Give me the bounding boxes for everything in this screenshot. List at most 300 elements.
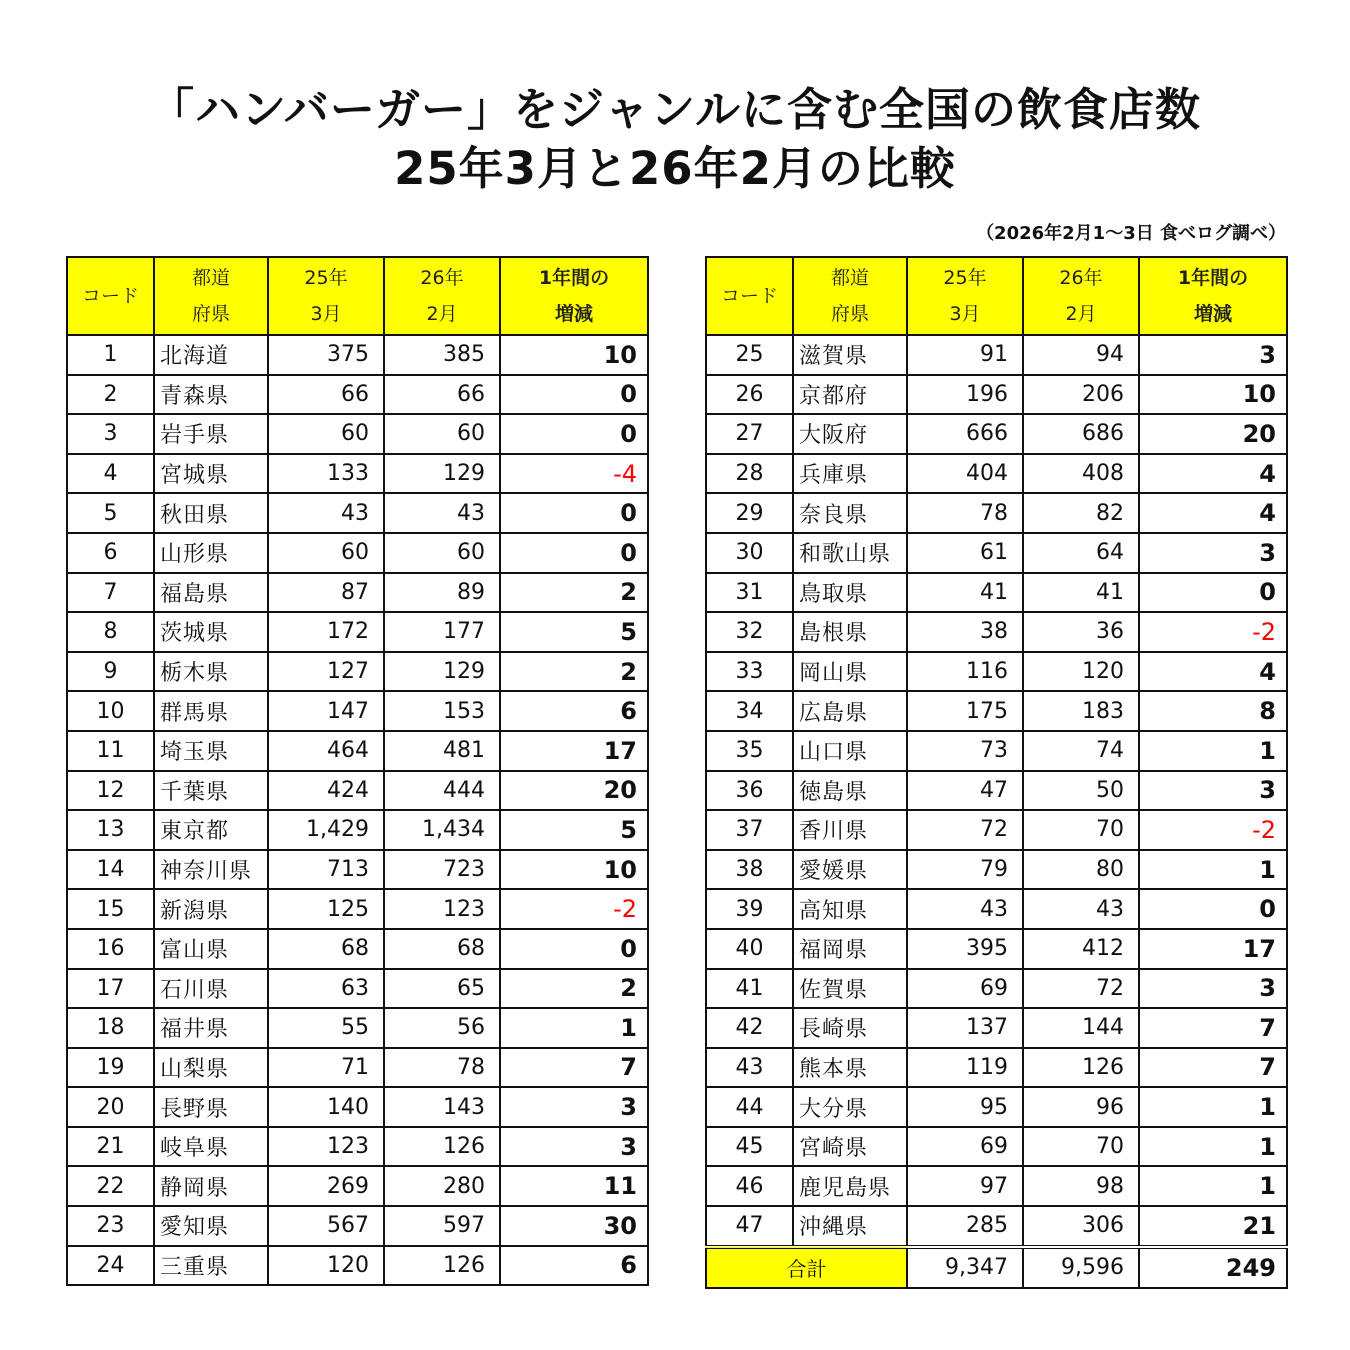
code-cell: 9 (67, 652, 154, 692)
table-row (706, 1206, 1287, 1247)
prefecture-cell: 山形県 (154, 533, 268, 573)
header-row (67, 257, 648, 335)
code-cell: 46 (706, 1166, 793, 1206)
prefecture-cell: 宮城県 (154, 454, 268, 494)
count-2026-cell: 70 (1023, 810, 1139, 850)
page-title-line2: 25年3月と26年2月の比較 (394, 142, 956, 195)
count-2026-cell: 177 (384, 612, 500, 652)
code-cell: 39 (706, 889, 793, 929)
change-cell: 2 (500, 573, 648, 613)
count-2025-cell: 464 (268, 731, 384, 771)
count-2025-cell: 119 (907, 1048, 1023, 1088)
change-cell: 1 (1139, 1127, 1287, 1167)
count-2026-cell: 41 (1023, 573, 1139, 613)
count-2026-cell: 72 (1023, 969, 1139, 1009)
count-2025-cell: 60 (268, 414, 384, 454)
prefecture-cell: 熊本県 (793, 1048, 907, 1088)
change-cell: 7 (500, 1048, 648, 1088)
change-cell: 10 (500, 850, 648, 890)
table-row (706, 573, 1287, 613)
prefecture-cell: 高知県 (793, 889, 907, 929)
change-cell: 17 (1139, 929, 1287, 969)
code-cell: 14 (67, 850, 154, 890)
change-cell: -2 (500, 889, 648, 929)
change-cell: 3 (1139, 335, 1287, 375)
count-2026-cell: 123 (384, 889, 500, 929)
prefecture-cell: 奈良県 (793, 493, 907, 533)
table-row (67, 375, 648, 415)
table-row (67, 810, 648, 850)
table-row (67, 1246, 648, 1286)
prefecture-cell: 群馬県 (154, 691, 268, 731)
header-diff: 1年間の 増減 (500, 257, 648, 335)
header-y25: 25年 3月 (907, 257, 1023, 335)
code-cell: 25 (706, 335, 793, 375)
code-cell: 37 (706, 810, 793, 850)
table-row (67, 573, 648, 613)
table-row (67, 889, 648, 929)
change-cell: 1 (1139, 1087, 1287, 1127)
change-cell: 10 (500, 335, 648, 375)
prefecture-cell: 福井県 (154, 1008, 268, 1048)
count-2026-cell: 74 (1023, 731, 1139, 771)
code-cell: 29 (706, 493, 793, 533)
count-2026-cell: 82 (1023, 493, 1139, 533)
prefecture-cell: 岩手県 (154, 414, 268, 454)
count-2025-cell: 285 (907, 1206, 1023, 1247)
total-label: 合計 (706, 1247, 907, 1288)
change-cell: 3 (500, 1127, 648, 1167)
count-2025-cell: 175 (907, 691, 1023, 731)
count-2025-cell: 127 (268, 652, 384, 692)
table-row (67, 771, 648, 811)
total-2025-cell: 9,347 (907, 1247, 1023, 1288)
change-cell: 30 (500, 1206, 648, 1246)
change-cell: 8 (1139, 691, 1287, 731)
count-2025-cell: 137 (907, 1008, 1023, 1048)
count-2025-cell: 375 (268, 335, 384, 375)
code-cell: 45 (706, 1127, 793, 1167)
table-row (67, 612, 648, 652)
prefecture-cell: 神奈川県 (154, 850, 268, 890)
code-cell: 20 (67, 1087, 154, 1127)
prefecture-cell: 宮崎県 (793, 1127, 907, 1167)
code-cell: 42 (706, 1008, 793, 1048)
prefecture-cell: 佐賀県 (793, 969, 907, 1009)
code-cell: 21 (67, 1127, 154, 1167)
prefecture-cell: 広島県 (793, 691, 907, 731)
count-2025-cell: 38 (907, 612, 1023, 652)
count-2026-cell: 723 (384, 850, 500, 890)
count-2026-cell: 89 (384, 573, 500, 613)
change-cell: 6 (500, 691, 648, 731)
table-row (706, 454, 1287, 494)
count-2025-cell: 69 (907, 969, 1023, 1009)
prefecture-cell: 香川県 (793, 810, 907, 850)
table-row (706, 850, 1287, 890)
change-cell: 3 (500, 1087, 648, 1127)
count-2026-cell: 412 (1023, 929, 1139, 969)
change-cell: 2 (500, 969, 648, 1009)
table-row (706, 929, 1287, 969)
count-2026-cell: 153 (384, 691, 500, 731)
count-2025-cell: 41 (907, 573, 1023, 613)
prefecture-cell: 大阪府 (793, 414, 907, 454)
count-2025-cell: 1,429 (268, 810, 384, 850)
change-cell: 4 (1139, 652, 1287, 692)
change-cell: 1 (1139, 731, 1287, 771)
count-2025-cell: 713 (268, 850, 384, 890)
count-2026-cell: 43 (1023, 889, 1139, 929)
prefecture-cell: 島根県 (793, 612, 907, 652)
prefecture-cell: 大分県 (793, 1087, 907, 1127)
prefecture-cell: 鹿児島県 (793, 1166, 907, 1206)
count-2025-cell: 97 (907, 1166, 1023, 1206)
count-2026-cell: 408 (1023, 454, 1139, 494)
code-cell: 15 (67, 889, 154, 929)
code-cell: 33 (706, 652, 793, 692)
data-table-left (66, 256, 649, 1286)
change-cell: 0 (1139, 889, 1287, 929)
header-diff: 1年間の 増減 (1139, 257, 1287, 335)
change-cell: 0 (500, 929, 648, 969)
prefecture-cell: 和歌山県 (793, 533, 907, 573)
table-row (706, 1127, 1287, 1167)
table-row (67, 1048, 648, 1088)
count-2026-cell: 280 (384, 1166, 500, 1206)
prefecture-cell: 岐阜県 (154, 1127, 268, 1167)
code-cell: 26 (706, 375, 793, 415)
code-cell: 44 (706, 1087, 793, 1127)
prefecture-cell: 北海道 (154, 335, 268, 375)
count-2025-cell: 71 (268, 1048, 384, 1088)
count-2025-cell: 395 (907, 929, 1023, 969)
count-2025-cell: 125 (268, 889, 384, 929)
table-row (706, 1166, 1287, 1206)
change-cell: 7 (1139, 1048, 1287, 1088)
count-2026-cell: 306 (1023, 1206, 1139, 1247)
count-2026-cell: 597 (384, 1206, 500, 1246)
code-cell: 28 (706, 454, 793, 494)
count-2025-cell: 47 (907, 771, 1023, 811)
table-row (67, 691, 648, 731)
table-row (706, 652, 1287, 692)
table-row (706, 335, 1287, 375)
data-table-right (705, 256, 1288, 1289)
count-2026-cell: 183 (1023, 691, 1139, 731)
change-cell: 2 (500, 652, 648, 692)
count-2026-cell: 144 (1023, 1008, 1139, 1048)
table-row (706, 731, 1287, 771)
count-2026-cell: 56 (384, 1008, 500, 1048)
table-row (67, 731, 648, 771)
code-cell: 22 (67, 1166, 154, 1206)
prefecture-cell: 福島県 (154, 573, 268, 613)
count-2026-cell: 98 (1023, 1166, 1139, 1206)
count-2026-cell: 36 (1023, 612, 1139, 652)
prefecture-cell: 東京都 (154, 810, 268, 850)
count-2025-cell: 404 (907, 454, 1023, 494)
count-2025-cell: 43 (268, 493, 384, 533)
code-cell: 36 (706, 771, 793, 811)
code-cell: 17 (67, 969, 154, 1009)
change-cell: 1 (500, 1008, 648, 1048)
count-2026-cell: 126 (384, 1127, 500, 1167)
count-2025-cell: 133 (268, 454, 384, 494)
change-cell: 4 (1139, 493, 1287, 533)
source-note: （2026年2月1〜3日 食べログ調べ） (976, 223, 1286, 244)
prefecture-cell: 静岡県 (154, 1166, 268, 1206)
code-cell: 24 (67, 1246, 154, 1286)
code-cell: 11 (67, 731, 154, 771)
table-row (706, 771, 1287, 811)
header-y26: 26年 2月 (384, 257, 500, 335)
header-pref: 都道 府県 (793, 257, 907, 335)
change-cell: 4 (1139, 454, 1287, 494)
count-2025-cell: 79 (907, 850, 1023, 890)
code-cell: 4 (67, 454, 154, 494)
count-2025-cell: 78 (907, 493, 1023, 533)
count-2025-cell: 72 (907, 810, 1023, 850)
code-cell: 41 (706, 969, 793, 1009)
table-row (67, 335, 648, 375)
change-cell: 6 (500, 1246, 648, 1286)
total-change-cell: 249 (1139, 1247, 1287, 1288)
table-row (706, 1087, 1287, 1127)
code-cell: 23 (67, 1206, 154, 1246)
code-cell: 10 (67, 691, 154, 731)
prefecture-cell: 長崎県 (793, 1008, 907, 1048)
prefecture-cell: 山梨県 (154, 1048, 268, 1088)
count-2025-cell: 91 (907, 335, 1023, 375)
change-cell: 10 (1139, 375, 1287, 415)
prefecture-cell: 山口県 (793, 731, 907, 771)
count-2026-cell: 126 (384, 1246, 500, 1286)
code-cell: 47 (706, 1206, 793, 1247)
total-2026-cell: 9,596 (1023, 1247, 1139, 1288)
table-row (67, 414, 648, 454)
count-2025-cell: 269 (268, 1166, 384, 1206)
change-cell: 0 (500, 493, 648, 533)
table-row (67, 1166, 648, 1206)
count-2026-cell: 94 (1023, 335, 1139, 375)
table-row (706, 969, 1287, 1009)
change-cell: 0 (1139, 573, 1287, 613)
code-cell: 12 (67, 771, 154, 811)
count-2026-cell: 444 (384, 771, 500, 811)
count-2025-cell: 196 (907, 375, 1023, 415)
code-cell: 6 (67, 533, 154, 573)
prefecture-cell: 徳島県 (793, 771, 907, 811)
change-cell: 7 (1139, 1008, 1287, 1048)
count-2025-cell: 120 (268, 1246, 384, 1286)
code-cell: 38 (706, 850, 793, 890)
change-cell: -4 (500, 454, 648, 494)
table-row (706, 1048, 1287, 1088)
change-cell: 3 (1139, 533, 1287, 573)
table-row (706, 375, 1287, 415)
count-2026-cell: 120 (1023, 652, 1139, 692)
prefecture-cell: 茨城県 (154, 612, 268, 652)
code-cell: 19 (67, 1048, 154, 1088)
prefecture-cell: 滋賀県 (793, 335, 907, 375)
prefecture-cell: 三重県 (154, 1246, 268, 1286)
table-row (67, 493, 648, 533)
count-2025-cell: 424 (268, 771, 384, 811)
count-2025-cell: 87 (268, 573, 384, 613)
change-cell: 11 (500, 1166, 648, 1206)
count-2025-cell: 123 (268, 1127, 384, 1167)
prefecture-cell: 千葉県 (154, 771, 268, 811)
table-row (67, 969, 648, 1009)
code-cell: 18 (67, 1008, 154, 1048)
count-2026-cell: 80 (1023, 850, 1139, 890)
prefecture-cell: 長野県 (154, 1087, 268, 1127)
count-2026-cell: 129 (384, 454, 500, 494)
count-2025-cell: 61 (907, 533, 1023, 573)
page-title-line1: 「ハンバーガー」をジャンルに含む全国の飲食店数 (149, 83, 1201, 136)
table-row (67, 454, 648, 494)
code-cell: 5 (67, 493, 154, 533)
count-2026-cell: 64 (1023, 533, 1139, 573)
count-2025-cell: 73 (907, 731, 1023, 771)
total-row (706, 1247, 1287, 1288)
table-row (706, 533, 1287, 573)
count-2026-cell: 96 (1023, 1087, 1139, 1127)
table-row (67, 850, 648, 890)
code-cell: 32 (706, 612, 793, 652)
count-2026-cell: 686 (1023, 414, 1139, 454)
code-cell: 31 (706, 573, 793, 613)
header-code: コード (706, 257, 793, 335)
code-cell: 34 (706, 691, 793, 731)
count-2025-cell: 666 (907, 414, 1023, 454)
header-code: コード (67, 257, 154, 335)
table-row (706, 889, 1287, 929)
count-2026-cell: 68 (384, 929, 500, 969)
prefecture-cell: 鳥取県 (793, 573, 907, 613)
code-cell: 8 (67, 612, 154, 652)
change-cell: 3 (1139, 771, 1287, 811)
prefecture-cell: 栃木県 (154, 652, 268, 692)
change-cell: 3 (1139, 969, 1287, 1009)
count-2025-cell: 116 (907, 652, 1023, 692)
prefecture-cell: 秋田県 (154, 493, 268, 533)
table-row (706, 414, 1287, 454)
count-2025-cell: 60 (268, 533, 384, 573)
code-cell: 7 (67, 573, 154, 613)
count-2026-cell: 66 (384, 375, 500, 415)
table-row (67, 533, 648, 573)
table-row (67, 929, 648, 969)
table-row (67, 1087, 648, 1127)
table-row (67, 1206, 648, 1246)
count-2026-cell: 126 (1023, 1048, 1139, 1088)
count-2025-cell: 69 (907, 1127, 1023, 1167)
count-2025-cell: 68 (268, 929, 384, 969)
count-2025-cell: 147 (268, 691, 384, 731)
count-2026-cell: 60 (384, 533, 500, 573)
prefecture-cell: 沖縄県 (793, 1206, 907, 1247)
prefecture-cell: 愛知県 (154, 1206, 268, 1246)
table-row (706, 810, 1287, 850)
prefecture-cell: 京都府 (793, 375, 907, 415)
code-cell: 3 (67, 414, 154, 454)
prefecture-cell: 愛媛県 (793, 850, 907, 890)
prefecture-cell: 富山県 (154, 929, 268, 969)
table-row (67, 1008, 648, 1048)
change-cell: 0 (500, 533, 648, 573)
count-2025-cell: 95 (907, 1087, 1023, 1127)
prefecture-cell: 新潟県 (154, 889, 268, 929)
count-2025-cell: 63 (268, 969, 384, 1009)
count-2025-cell: 66 (268, 375, 384, 415)
count-2025-cell: 43 (907, 889, 1023, 929)
code-cell: 2 (67, 375, 154, 415)
prefecture-cell: 福岡県 (793, 929, 907, 969)
count-2026-cell: 65 (384, 969, 500, 1009)
count-2026-cell: 385 (384, 335, 500, 375)
count-2026-cell: 206 (1023, 375, 1139, 415)
count-2026-cell: 60 (384, 414, 500, 454)
count-2026-cell: 1,434 (384, 810, 500, 850)
count-2026-cell: 129 (384, 652, 500, 692)
change-cell: 17 (500, 731, 648, 771)
change-cell: 5 (500, 810, 648, 850)
header-pref: 都道 府県 (154, 257, 268, 335)
table-row (67, 1127, 648, 1167)
table-row (706, 612, 1287, 652)
count-2026-cell: 143 (384, 1087, 500, 1127)
code-cell: 1 (67, 335, 154, 375)
count-2026-cell: 481 (384, 731, 500, 771)
change-cell: 1 (1139, 850, 1287, 890)
prefecture-cell: 兵庫県 (793, 454, 907, 494)
table-row (706, 691, 1287, 731)
table-row (67, 652, 648, 692)
prefecture-cell: 埼玉県 (154, 731, 268, 771)
change-cell: 0 (500, 414, 648, 454)
header-y25: 25年 3月 (268, 257, 384, 335)
count-2026-cell: 78 (384, 1048, 500, 1088)
table-row (706, 1008, 1287, 1048)
count-2026-cell: 50 (1023, 771, 1139, 811)
code-cell: 30 (706, 533, 793, 573)
change-cell: 21 (1139, 1206, 1287, 1247)
change-cell: -2 (1139, 612, 1287, 652)
count-2026-cell: 43 (384, 493, 500, 533)
count-2025-cell: 172 (268, 612, 384, 652)
code-cell: 35 (706, 731, 793, 771)
change-cell: 0 (500, 375, 648, 415)
code-cell: 40 (706, 929, 793, 969)
count-2025-cell: 140 (268, 1087, 384, 1127)
code-cell: 27 (706, 414, 793, 454)
prefecture-cell: 岡山県 (793, 652, 907, 692)
header-y26: 26年 2月 (1023, 257, 1139, 335)
change-cell: 5 (500, 612, 648, 652)
count-2025-cell: 55 (268, 1008, 384, 1048)
code-cell: 16 (67, 929, 154, 969)
count-2026-cell: 70 (1023, 1127, 1139, 1167)
code-cell: 13 (67, 810, 154, 850)
prefecture-cell: 石川県 (154, 969, 268, 1009)
header-row (706, 257, 1287, 335)
change-cell: 20 (500, 771, 648, 811)
prefecture-cell: 青森県 (154, 375, 268, 415)
change-cell: 1 (1139, 1166, 1287, 1206)
table-row (706, 493, 1287, 533)
